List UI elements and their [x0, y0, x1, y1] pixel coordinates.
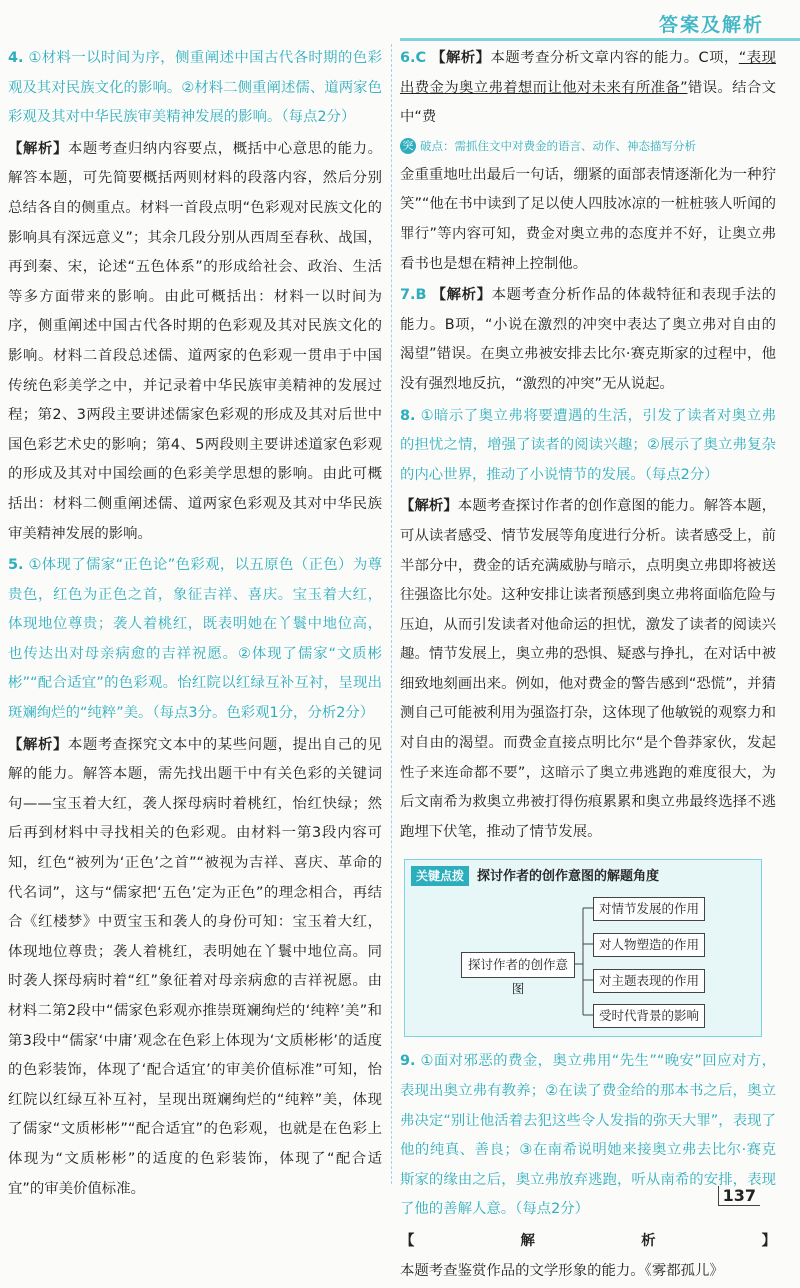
- right-column: [400, 44, 776, 1288]
- q8-analysis-tag: 【解析】: [400, 498, 458, 515]
- key-point-title: 探讨作者的创作意图的解题角度: [477, 869, 660, 885]
- key-point-box: [404, 859, 762, 1037]
- q5-analysis-tag: 【解析】: [8, 736, 68, 753]
- page-header: [0, 0, 800, 44]
- tip-badge-icon: 突: [400, 138, 416, 154]
- q5-number: 5.: [8, 557, 24, 574]
- q4-number: 4.: [8, 50, 24, 66]
- page-number: 137: [718, 1186, 760, 1206]
- q6-text-b: 错误。结合文中“费: [400, 79, 776, 126]
- key-point-label: 关键点拨: [411, 866, 469, 886]
- q9-analysis: [400, 1227, 776, 1286]
- q6-tip-text: 破点：需抓住文中对费金的语言、动作、神态描写分析: [420, 138, 696, 153]
- left-column: [8, 44, 382, 1206]
- q8-number: 8.: [400, 407, 416, 424]
- q6-tip: [400, 135, 776, 157]
- q4-analysis-text: 本题考查归纳内容要点，概括中心意思的能力。解答本题，可先简要概括两则材料的段落内容，然后分别总结各自的侧重点。材料一首段点明“色彩观对民族文化的影响具有深远意义”；其余几段分别从西周至春秋、战国，再到秦、宋，论述“五色体系”的形成给社会、政治、生活等多方面带来的影响。由此可概括出：材料一以时间为序，侧重阐述中国古代各时期的色彩观及其对民族文化的影响。材料二首段总述儒、道两家的色彩观一贯串于中国传统色彩美学之中，并记录着中华民族审美精神的发展过程；第2、3两段主要讲述儒家色彩观的形成及其对后世中国色彩艺术史的影响；第4、5两段则主要讲述道家色彩观的形成及其对中国绘画的色彩美学思想的影响。由此可概括出：材料二侧重阐述儒、道两家色彩观及其对中华民族审美精神发展的影响。: [8, 140, 382, 542]
- key-point-item-background: 受时代背景的影响: [593, 1004, 705, 1028]
- q7-number: 7.: [400, 287, 416, 304]
- q6-number: 6.: [400, 50, 416, 66]
- header-title: 答案及解析: [658, 14, 764, 36]
- key-point-item-plot: 对情节发展的作用: [593, 897, 705, 921]
- q9-analysis-tag: 【解析】: [400, 1233, 776, 1249]
- q9-number: 9.: [400, 1053, 416, 1070]
- q6-quote: “表现出费金为奥立弗着想而让他对未来有所准备”: [400, 50, 776, 96]
- q4-answer-text: ①材料一以时间为序，侧重阐述中国古代各时期的色彩观及其对民族文化的影响。②材料二侧重阐述儒、道两家色彩观及其对中华民族审美精神发展的影响。（每点2分）: [8, 50, 382, 126]
- q6-letter: C: [415, 50, 427, 66]
- q7-analysis-tag: 【解析】: [431, 287, 492, 304]
- header-rule: [400, 38, 800, 41]
- q8-answer: [400, 402, 776, 491]
- q8-analysis: [400, 492, 776, 847]
- q6-text-a: 本题考查分析文章内容的能力。C项，: [490, 50, 739, 66]
- q7-letter: B: [415, 287, 427, 304]
- q4-analysis-tag: 【解析】: [8, 140, 68, 157]
- q7-block: [400, 281, 776, 399]
- column-divider: [391, 44, 392, 1184]
- key-point-item-character: 对人物塑造的作用: [593, 933, 705, 957]
- q4-analysis: [8, 135, 382, 549]
- key-point-root-node: 探讨作者的创作意图: [461, 952, 575, 978]
- key-point-item-theme: 对主题表现的作用: [593, 969, 705, 993]
- q4-answer: [8, 44, 382, 133]
- q5-answer-text: ①体现了儒家“正色论”色彩观，以五原色（正色）为尊贵色，红色为正色之首，象征吉祥、喜庆。宝玉着大红，体现地位尊贵；袭人着桃红，既表明她在丫鬟中地位高，也传达出对母亲病愈的吉祥祝愿。②体现了儒家“文质彬彬”“配合适宜”的色彩观。怡红院以红绿互补互衬，呈现出斑斓绚烂的“纯粹”美。（每点3分。色彩观1分，分析2分）: [8, 557, 382, 722]
- q6-analysis-tag: 【解析】: [431, 50, 491, 66]
- q6-continued: [400, 161, 776, 279]
- q6-text-c: 金重重地吐出最后一句话，绷紧的面部表情逐渐化为一种狞笑”“他在书中读到了足以使人四肢冰凉的一桩桩骇人听闻的罪行”等内容可知，费金对奥立弗的态度并不好，让奥立弗看书也是想在精神上控制他。: [400, 166, 776, 272]
- key-point-connector-lines: [405, 860, 761, 1036]
- q7-text: 本题考查分析作品的体裁特征和表现手法的能力。B项，“小说在激烈的冲突中表达了奥立弗对自由的渴望”错误。在奥立弗被安排去比尔·赛克斯家的过程中，他没有强烈地反抗，“激烈的冲突”无从说起。: [400, 287, 776, 392]
- q9-answer-text: ①面对邪恶的费金，奥立弗用“先生”“晚安”回应对方，表现出奥立弗有教养；②在读了费金给的那本书之后，奥立弗决定“别让他活着去犯这些令人发指的弥天大罪”，表现了他的纯真、善良；③在南希说明她来接奥立弗去比尔·赛克斯家的缘由之后，奥立弗放弃逃跑，听从南希的安排，表现了他的善解人意。（每点2分）: [400, 1053, 776, 1218]
- q5-analysis-text: 本题考查探究文本中的某些问题，提出自己的见解的能力。解答本题，需先找出题干中有关色彩的关键词句——宝玉着大红，袭人探母病时着桃红，怡红快绿；然后再到材料中寻找相关的色彩观。由材料一第3段内容可知，红色“被列为‘正色’之首”“被视为吉祥、喜庆、革命的代名词”，这与“儒家把‘五色’定为正色”的理念相合，再结合《红楼梦》中贾宝玉和袭人的身份可知：宝玉着大红，体现地位尊贵；袭人着桃红，表明她在丫鬟中地位高。同时袭人探母病时着“红”象征着对母亲病愈的吉祥祝愿。由材料二第2段中“儒家色彩观亦推崇斑斓绚烂的‘纯粹’美”和第3段中“儒家‘中庸’观念在色彩上体现为‘文质彬彬’的适度的色彩装饰，体现了‘配合适宜’的审美价值标准”可知，怡红院以红绿互补互衬，呈现出斑斓绚烂的“纯粹”美，体现了儒家“文质彬彬”“配合适宜”的色彩观，也就是在色彩上体现为“文质彬彬”的适度的色彩装饰，体现了“配合适宜”的审美价值标准。: [8, 736, 382, 1197]
- q9-analysis-text: 本题考查鉴赏作品的文学形象的能力。《雾都孤儿》: [400, 1262, 724, 1279]
- q5-analysis: [8, 731, 382, 1205]
- q8-answer-text: ①暗示了奥立弗将要遭遇的生活，引发了读者对奥立弗的担忧之情，增强了读者的阅读兴趣；②展示了奥立弗复杂的内心世界，推动了小说情节的发展。（每点2分）: [400, 407, 776, 483]
- q6-block: [400, 44, 776, 133]
- q5-answer: [8, 551, 382, 729]
- q8-analysis-text: 本题考查探讨作者的创作意图的能力。解答本题，可从读者感受、情节发展等角度进行分析。读者感受上，前半部分中，费金的话充满威胁与暗示，点明奥立弗即将被送往强盗比尔处。这种安排让读者预感到奥立弗将面临危险与压迫，从而引发读者对他命运的担忧，激发了读者的阅读兴趣。情节发展上，奥立弗的恐惧、疑惑与挣扎，在对话中被细致地刻画出来。例如，他对费金的警告感到“恐慌”，并猜测自己可能被利用为强盗打杂，这体现了他敏锐的观察力和对自由的渴望。而费金直接点明比尔“是个鲁莽家伙，发起性子来连命都不要”，这暗示了奥立弗逃跑的难度很大，为后文南希为救奥立弗被打得伤痕累累和奥立弗最终选择不逃跑埋下伏笔，推动了情节发展。: [400, 498, 776, 840]
